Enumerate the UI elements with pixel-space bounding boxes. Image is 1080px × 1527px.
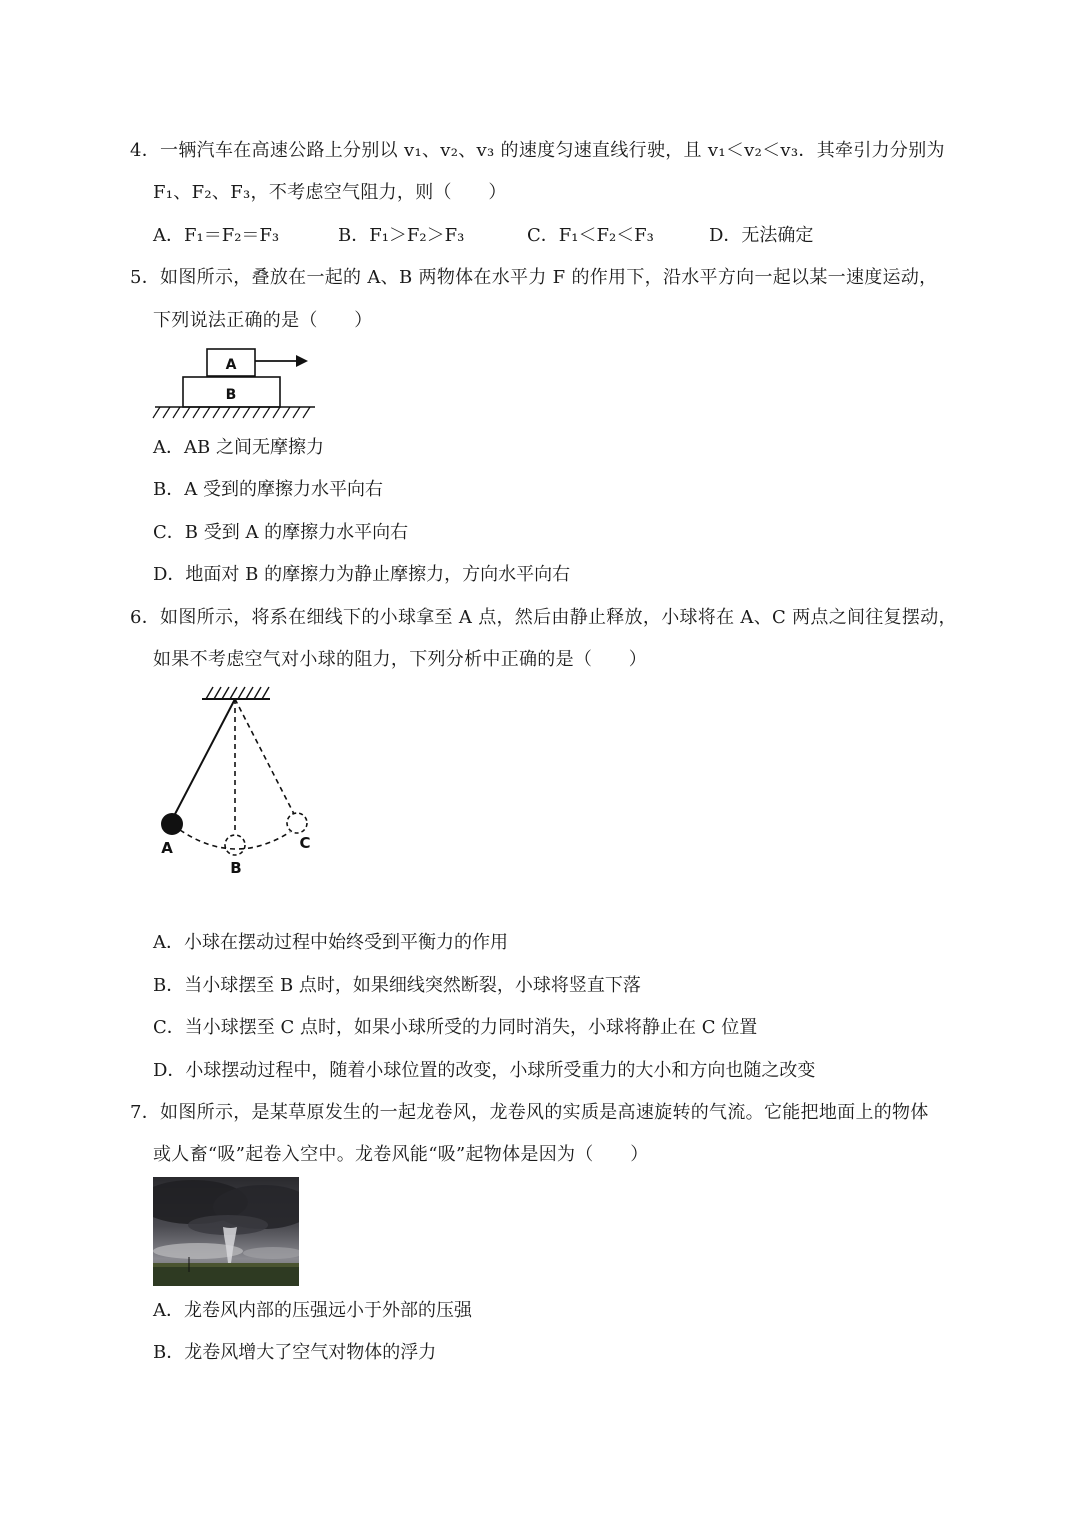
block-a-label: A [225, 357, 237, 373]
q6-pendulum-figure [150, 682, 330, 882]
q4-option-a[interactable]: A．F₁＝F₂＝F₃ [153, 225, 280, 246]
string-to-c [235, 699, 294, 814]
q5-option-c[interactable]: C．B 受到 A 的摩擦力水平向右 [153, 522, 409, 543]
swing-arc [180, 830, 290, 849]
label-c: C [299, 834, 311, 852]
q7-stem-line2: 或人畜“吸”起卷入空中。龙卷风能“吸”起物体是因为（ ） [153, 1144, 649, 1165]
block-b-label: B [225, 387, 237, 403]
q4-option-c[interactable]: C．F₁＜F₂＜F₃ [527, 225, 654, 246]
ball-c [287, 813, 307, 833]
pendulum-string [174, 699, 235, 816]
q6-stem-line1: 6．如图所示，将系在细线下的小球拿至 A 点，然后由静止释放，小球将在 A、C 两点之间往复摆动， [130, 607, 957, 628]
ball-a [161, 813, 183, 835]
q4-stem-line1: 4．一辆汽车在高速公路上分别以 v₁、v₂、v₃ 的速度匀速直线行驶，且 v₁＜v₂＜v₃．其牵引力分别为 [130, 140, 945, 161]
q5-stem-line1: 5．如图所示，叠放在一起的 A、B 两物体在水平力 F 的作用下，沿水平方向一起以某一速度运动， [130, 267, 938, 288]
q6-option-b[interactable]: B．当小球摆至 B 点时，如果细线突然断裂，小球将竖直下落 [153, 975, 641, 996]
q5-option-d[interactable]: D．地面对 B 的摩擦力为静止摩擦力，方向水平向右 [153, 564, 571, 585]
q5-option-a[interactable]: A．AB 之间无摩擦力 [153, 437, 324, 458]
q6-option-d[interactable]: D．小球摆动过程中，随着小球位置的改变，小球所受重力的大小和方向也随之改变 [153, 1060, 816, 1081]
q4-option-d[interactable]: D．无法确定 [709, 225, 814, 246]
q7-option-a[interactable]: A．龙卷风内部的压强远小于外部的压强 [153, 1300, 472, 1321]
q7-option-b[interactable]: B．龙卷风增大了空气对物体的浮力 [153, 1342, 437, 1363]
q6-option-a[interactable]: A．小球在摆动过程中始终受到平衡力的作用 [153, 932, 508, 953]
q7-stem-line1: 7．如图所示，是某草原发生的一起龙卷风，龙卷风的实质是高速旋转的气流。它能把地面上的物体 [130, 1102, 929, 1123]
tornado-photo [153, 1177, 299, 1286]
q6-option-c[interactable]: C．当小球摆至 C 点时，如果小球所受的力同时消失，小球将静止在 C 位置 [153, 1017, 758, 1038]
ball-b [225, 835, 245, 855]
q4-option-b[interactable]: B．F₁＞F₂＞F₃ [338, 225, 465, 246]
photo-horizon-strip [153, 1263, 299, 1267]
label-b: B [230, 859, 242, 877]
ceiling-hatching [206, 687, 269, 699]
ground-hatching [153, 407, 310, 418]
q4-stem-line2: F₁、F₂、F₃，不考虑空气阻力，则（ ） [153, 182, 507, 203]
q5-blocks-figure [150, 342, 325, 422]
q5-stem-line2: 下列说法正确的是（ ） [153, 310, 373, 331]
q6-stem-line2: 如果不考虑空气对小球的阻力，下列分析中正确的是（ ） [153, 649, 648, 670]
label-a: A [161, 839, 173, 857]
q5-option-b[interactable]: B．A 受到的摩擦力水平向右 [153, 479, 383, 500]
force-arrow-head [296, 355, 308, 367]
